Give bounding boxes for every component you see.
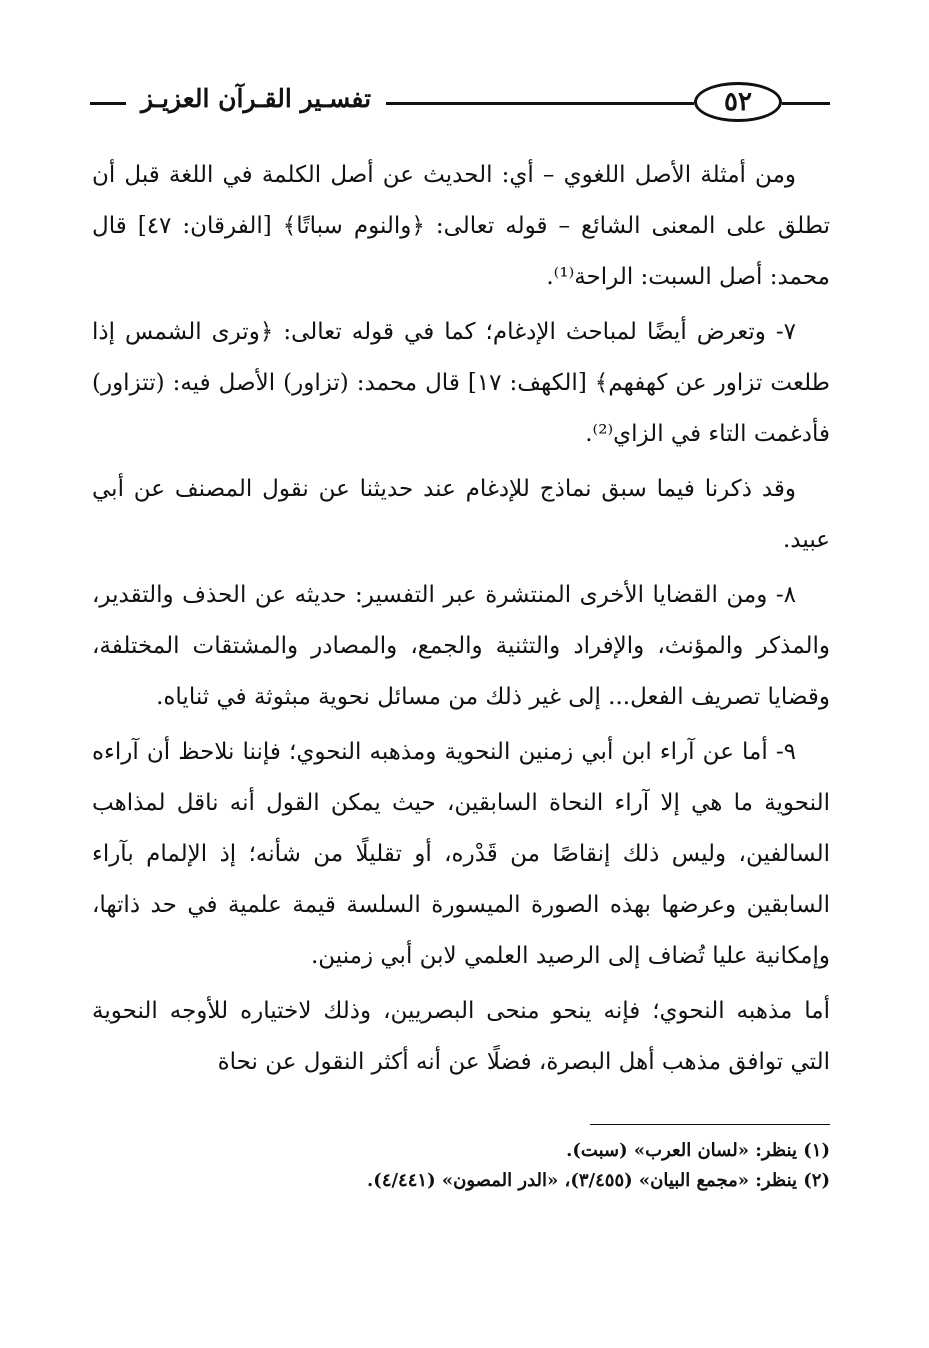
header-rule-right (782, 102, 830, 105)
paragraph-3: وقد ذكرنا فيما سبق نماذج للإدغام عند حديثنا عن نقول المصنف عن أبي عبيد. (92, 476, 830, 553)
page-header (90, 82, 830, 126)
paragraph-1: ومن أمثلة الأصل اللغوي – أي: الحديث عن أصل الكلمة في اللغة قبل أن تطلق على المعنى الشائع – قوله تعالى: ﴿والنوم سباتًا﴾ [الفرقان: ٤٧] قال محمد: أصل السبت: الراحة⁽¹⁾. (92, 162, 830, 290)
footnote-2: (٢) ينظر: «مجمع البيان» (٣/٤٥٥)، «الدر المصون» (٤/٤٤١). (367, 1170, 830, 1191)
paragraph-5: ٩- أما عن آراء ابن أبي زمنين النحوية ومذهبه النحوي؛ فإننا نلاحظ أن آراءه النحوية ما هي إلا آراء النحاة السابقين، حيث يمكن القول أنه ناقل لمذاهب السالفين، وليس ذلك إنقاصًا من قَدْره، أو تقليلًا من شأنه؛ إذ الإلمام بآراء السابقين وعرضها بهذه الصورة الميسورة السلسة قيمة علمية في حد ذاتها، وإمكانية عليا تُضاف إلى الرصيد العلمي لابن أبي زمنين. (92, 739, 830, 969)
header-rule-middle (386, 102, 694, 105)
running-title: تفسـير القـرآن العزيـز (140, 84, 372, 113)
paragraph-6: أما مذهبه النحوي؛ فإنه ينحو منحى البصريين، وذلك لاختياره للأوجه النحوية التي توافق مذهب أهل البصرة، فضلًا عن أنه أكثر النقول عن نحاة (92, 998, 830, 1075)
page-number: ٥٢ (694, 82, 782, 122)
footnote-separator (590, 1124, 830, 1125)
footnote-1: (١) ينظر: «لسان العرب» (سبت). (566, 1140, 830, 1161)
header-rule-left (90, 102, 126, 105)
paragraph-4: ٨- ومن القضايا الأخرى المنتشرة عبر التفسير: حديثه عن الحذف والتقدير، والمذكر والمؤنث، والإفراد والتثنية والجمع، والمصادر والمشتقات المختلفة، وقضايا تصريف الفعل... إلى غير ذلك من مسائل نحوية مبثوثة في ثناياه. (92, 582, 830, 710)
paragraph-2: ٧- وتعرض أيضًا لمباحث الإدغام؛ كما في قوله تعالى: ﴿وترى الشمس إذا طلعت تزاور عن كهفهم﴾ [الكهف: ١٧] قال محمد: (تزاور) الأصل فيه: (تتزاور) فأدغمت التاء في الزاي⁽²⁾. (92, 319, 830, 447)
main-text (92, 150, 830, 1092)
footnotes (92, 1136, 830, 1196)
